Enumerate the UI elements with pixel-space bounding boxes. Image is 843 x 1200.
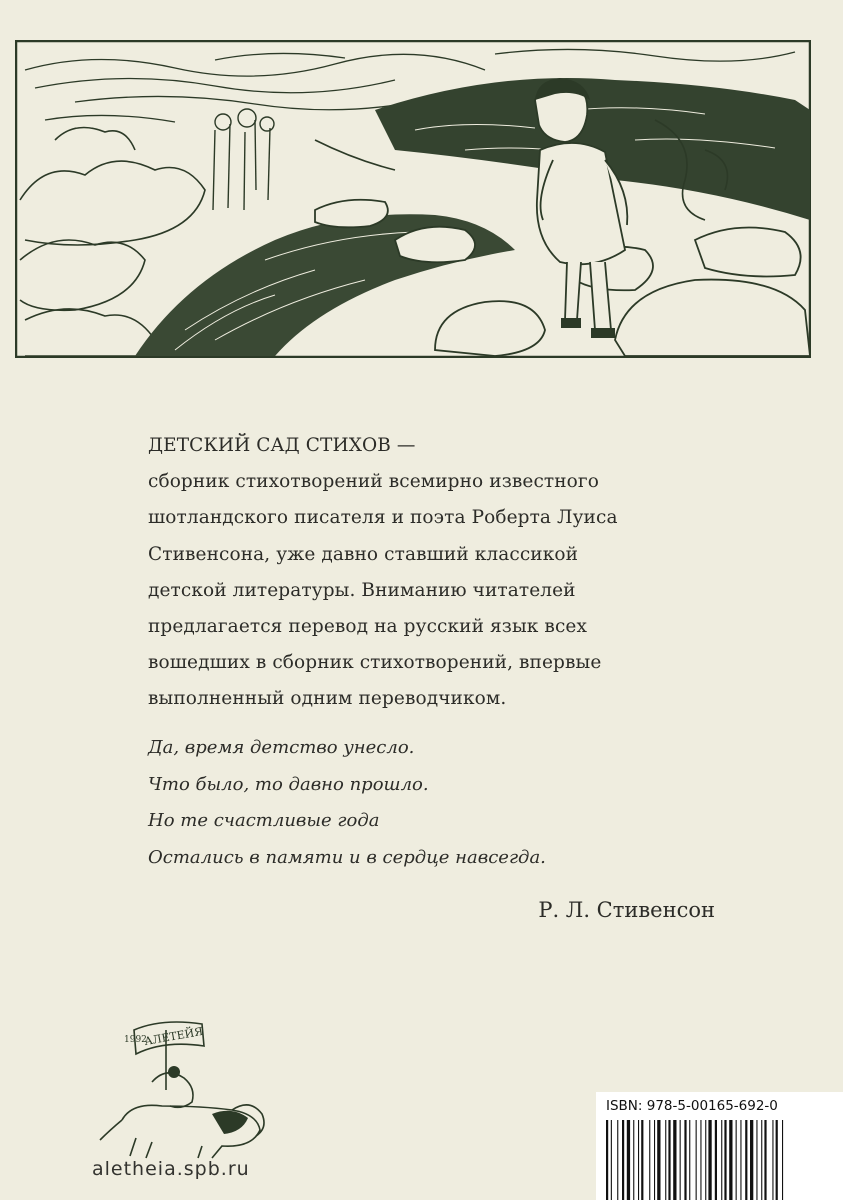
barcode-bar: [745, 1120, 747, 1200]
barcode-bar: [700, 1120, 701, 1200]
barcode-bar: [657, 1120, 660, 1200]
barcode-bar: [721, 1120, 722, 1200]
barcode-bar: [705, 1120, 706, 1200]
publisher-website: aletheia.spb.ru: [92, 1158, 250, 1180]
barcode-bar: [708, 1120, 711, 1200]
barcode-bar: [724, 1120, 726, 1200]
poem-excerpt: [148, 730, 708, 876]
barcode-bar: [617, 1120, 618, 1200]
description-line: детской литературы. Вниманию читателей: [148, 579, 576, 601]
barcode-bar: [633, 1120, 634, 1200]
book-description: [148, 428, 758, 718]
barcode-bar: [654, 1120, 655, 1200]
barcode-bar: [729, 1120, 732, 1200]
description-line: шотландского писателя и поэта Роберта Луиса: [148, 507, 618, 529]
barcode-bar: [689, 1120, 690, 1200]
description-line: сборник стихотворений всемирно известного: [148, 471, 599, 493]
barcode-bar: [740, 1120, 741, 1200]
description-line: ДЕТСКИЙ САД СТИХОВ —: [148, 435, 416, 456]
barcode-bar: [673, 1120, 676, 1200]
description-line: Стивенсона, уже давно ставший классикой: [148, 543, 579, 565]
barcode-bar: [696, 1120, 697, 1200]
barcode-bar: [680, 1120, 681, 1200]
barcode: [596, 1092, 843, 1200]
barcode-bar: [627, 1120, 630, 1200]
barcode-bars: [604, 1120, 836, 1200]
poem-line: Да, время детство унесло.: [148, 737, 415, 758]
isbn-number: ISBN: 978-5-00165-692-0: [606, 1098, 778, 1114]
description-line: вошедших в сборник стихотворений, впервые: [148, 652, 602, 674]
barcode-bar: [638, 1120, 639, 1200]
poem-line: Остались в памяти и в сердце навсегда.: [148, 846, 546, 868]
barcode-bar: [756, 1120, 757, 1200]
barcode-bar: [776, 1120, 778, 1200]
author-signature: Р. Л. Стивенсон: [538, 898, 715, 922]
barcode-bar: [649, 1120, 650, 1200]
barcode-bar: [606, 1120, 608, 1200]
barcode-bar: [665, 1120, 666, 1200]
barcode-bar: [750, 1120, 753, 1200]
barcode-bar: [668, 1120, 670, 1200]
barcode-bar: [764, 1120, 766, 1200]
barcode-bar: [782, 1120, 783, 1200]
barcode-bar: [684, 1120, 686, 1200]
description-line: предлагается перевод на русский язык всех: [148, 616, 587, 638]
poem-line: Но те счастливые года: [148, 810, 380, 831]
barcode-bar: [622, 1120, 624, 1200]
barcode-bar: [641, 1120, 643, 1200]
svg-text:АЛЕТЕЙЯ: АЛЕТЕЙЯ: [143, 1024, 204, 1049]
cover-illustration: [15, 40, 811, 358]
poem-line: Что было, то давно прошло.: [148, 773, 429, 795]
description-line: выполненный одним переводчиком.: [148, 688, 507, 710]
barcode-bar: [611, 1120, 612, 1200]
barcode-bar: [715, 1120, 717, 1200]
barcode-bar: [736, 1120, 737, 1200]
barcode-bar: [761, 1120, 762, 1200]
publisher-logo-icon: [92, 1010, 272, 1160]
barcode-bar: [772, 1120, 773, 1200]
svg-text:1992: 1992: [124, 1035, 147, 1045]
